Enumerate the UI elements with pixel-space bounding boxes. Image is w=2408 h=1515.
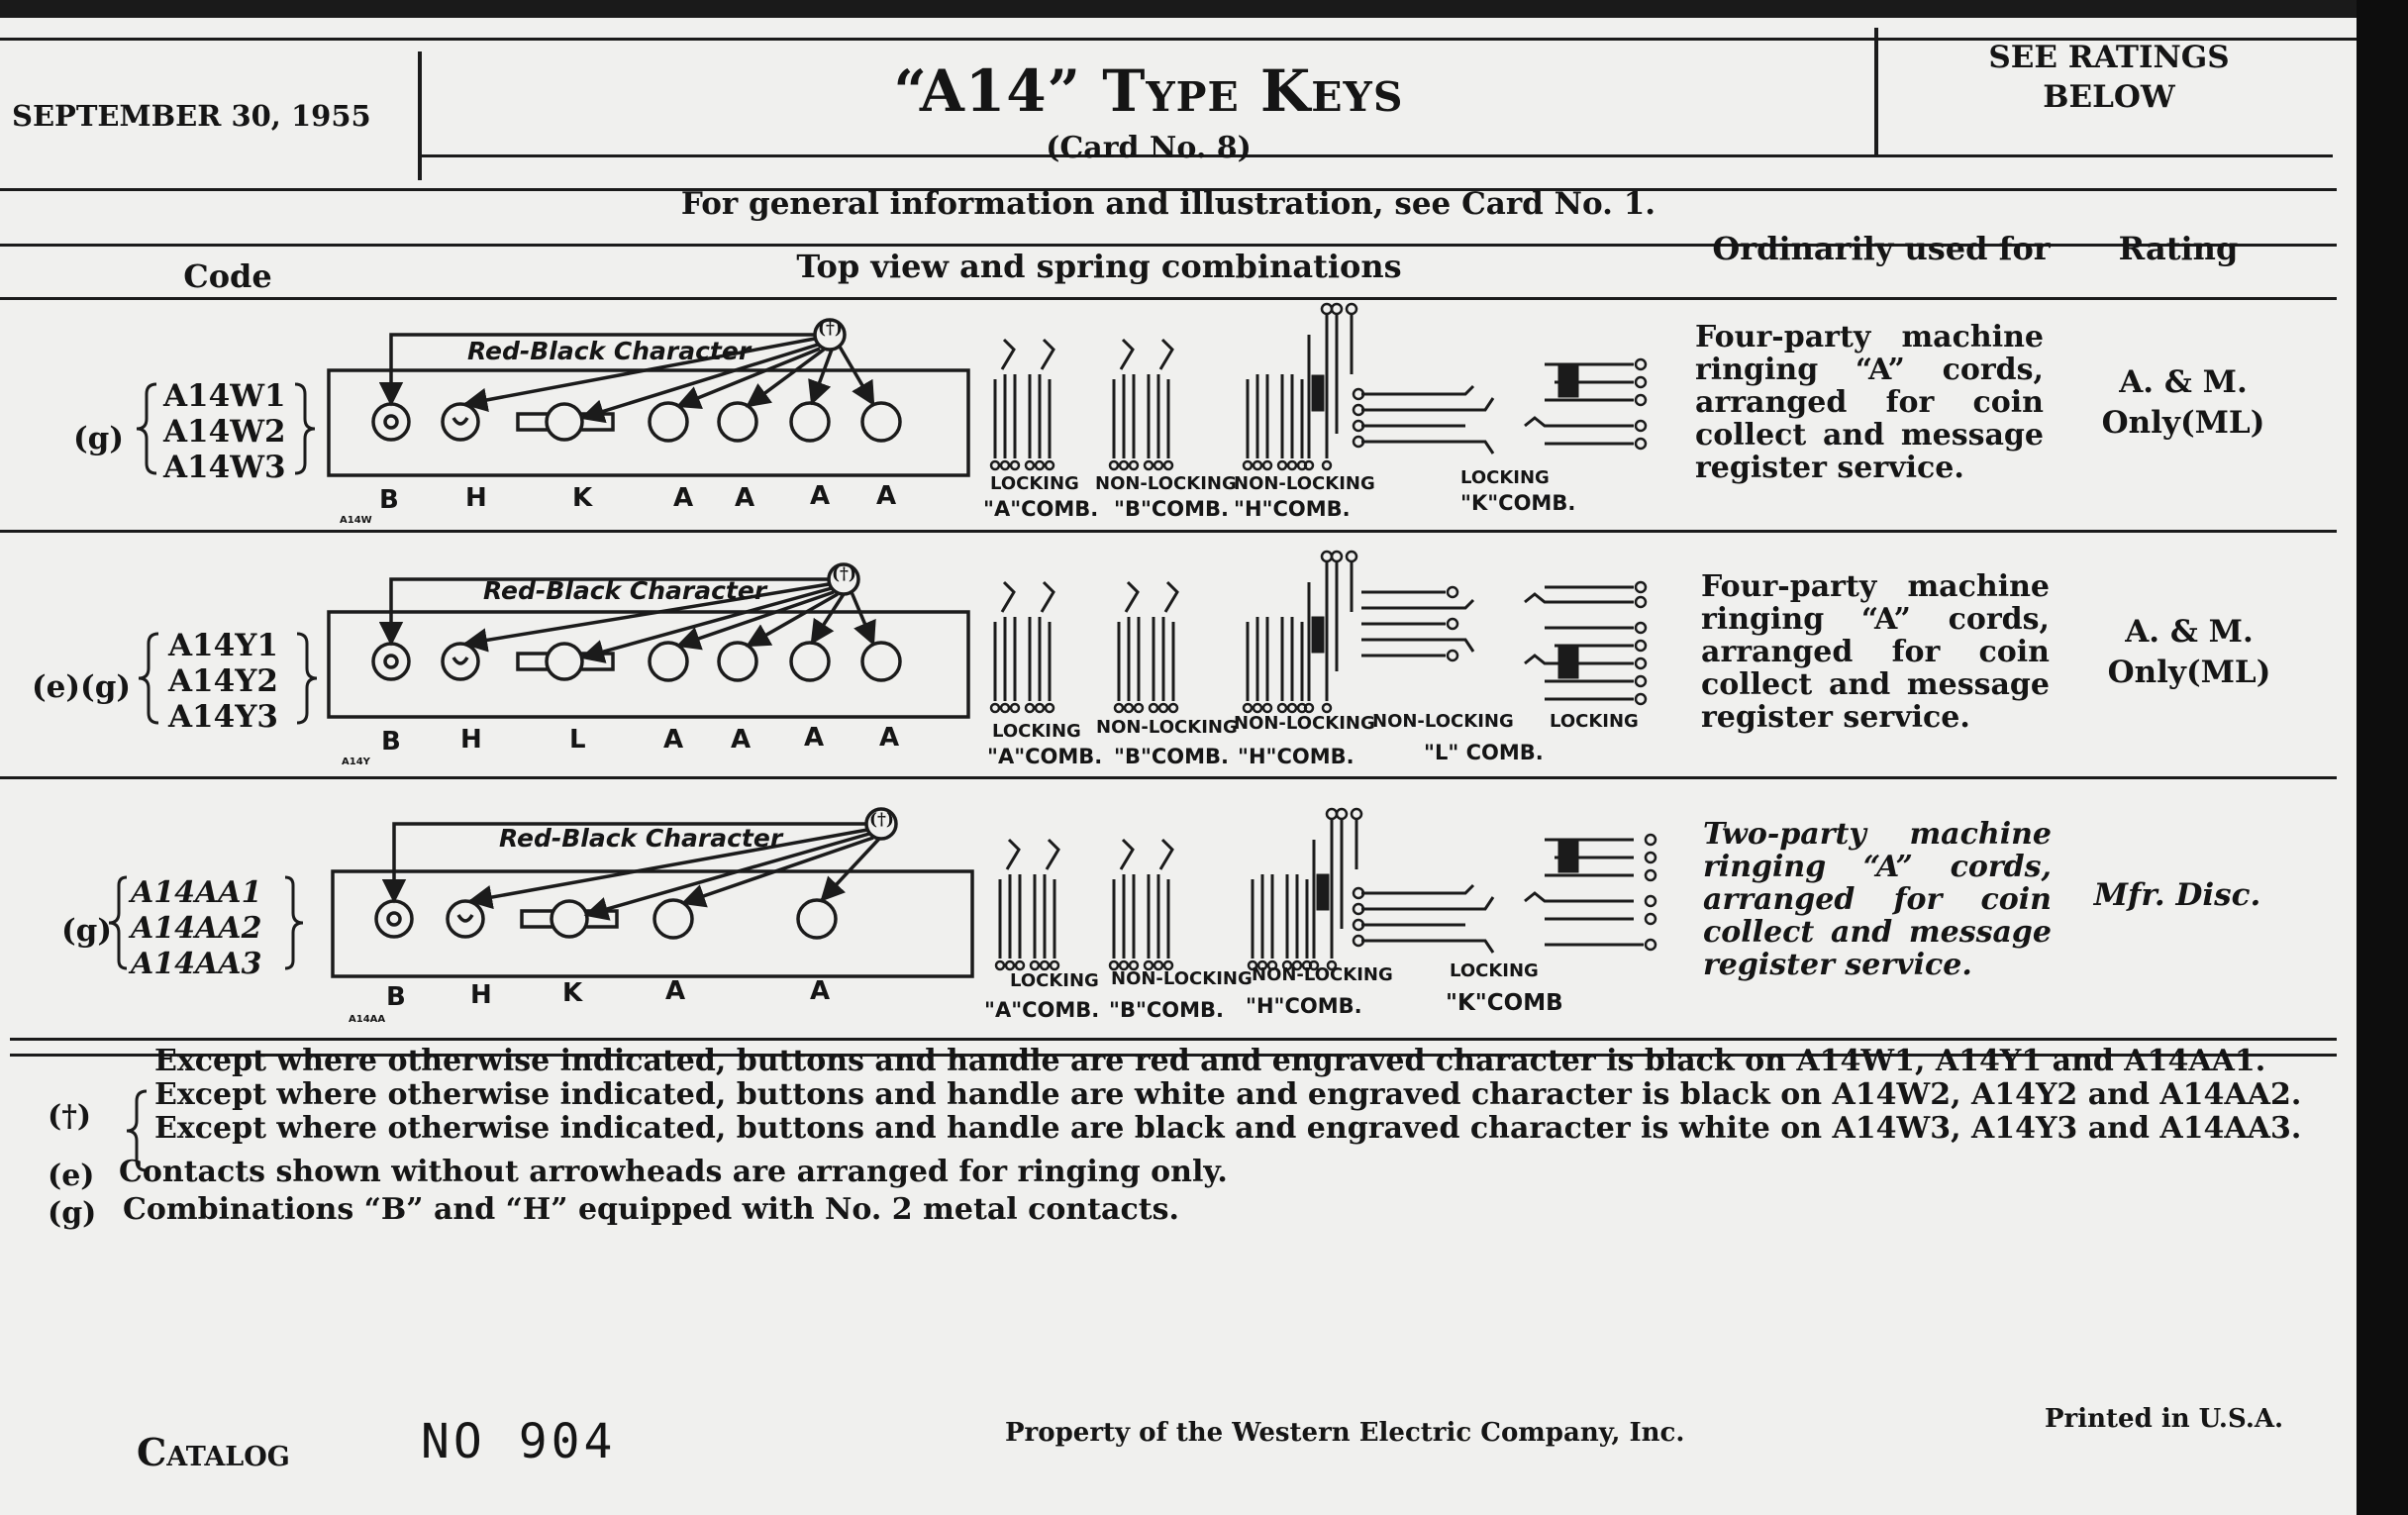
page-title: “A14” Type Keys — [893, 57, 1404, 125]
ratings-line-2: BELOW — [2043, 79, 2175, 115]
row1-codes — [163, 378, 286, 485]
row1-combo-2-name: "B"COMB. — [1114, 497, 1230, 521]
row1-used-for-line-3: arranged for coin — [1695, 385, 2044, 420]
row1-rating-line-1: A. & M. — [2119, 364, 2248, 400]
row3-codes — [131, 875, 261, 982]
row2-combo-1-name: "A"COMB. — [987, 745, 1103, 768]
row3-combo-3-name: "H"COMB. — [1246, 994, 1362, 1018]
row3-key-letter-2: H — [470, 980, 492, 1010]
row2-key-letter-3: L — [569, 725, 586, 755]
row3-rating-line-1: Mfr. Disc. — [2093, 877, 2261, 913]
row1-code-3: A14W3 — [163, 450, 286, 485]
card-number: (Card No. 8) — [1046, 131, 1252, 165]
row3-used-for-line-4: collect and message — [1703, 915, 2052, 950]
row3-key-letter-4: A — [665, 976, 686, 1006]
row1-combo-3-name: "H"COMB. — [1234, 497, 1351, 521]
row3-code-2: A14AA2 — [131, 911, 262, 946]
row1-key-letter-4: A — [673, 483, 694, 513]
footer-property: Property of the Western Electric Company, Inc. — [1005, 1418, 1685, 1448]
row1-small-code: A14W — [340, 515, 372, 526]
row1-code-2: A14W2 — [163, 414, 286, 450]
row1-combo-3-type: NON-LOCKING — [1234, 473, 1375, 494]
row3-key-letter-3: K — [562, 978, 583, 1008]
row3-used-for-line-3: arranged for coin — [1703, 882, 2052, 917]
row3-used-for-line-5: register service. — [1703, 948, 1972, 982]
date-label: SEPTEMBER 30, 1955 — [12, 99, 371, 133]
row1-combo-1-name: "A"COMB. — [983, 497, 1099, 521]
note-dagger-mark: (†) — [48, 1099, 92, 1134]
row3-combo-2-type: NON-LOCKING — [1111, 968, 1253, 989]
note-dagger-line-3: Except where otherwise indicated, buttons and handle are black and engraved character is white on A14W3, A14Y3 and A14AA3. — [154, 1111, 2302, 1146]
row1-code-1: A14W1 — [163, 378, 286, 414]
row2-rating — [2075, 612, 2303, 693]
row2-spring-combinations — [995, 562, 1634, 701]
row1-rating-line-2: Only(ML) — [2101, 405, 2265, 441]
row1-used-for-line-2: ringing “A” cords, — [1695, 353, 2044, 387]
row2-combo-3-name: "H"COMB. — [1238, 745, 1354, 768]
row1-dagger: (†) — [818, 319, 843, 339]
note-e-text: Contacts shown without arrowheads are arranged for ringing only. — [119, 1155, 1228, 1189]
row3-used-for-line-2: ringing “A” cords, — [1703, 850, 2052, 884]
row3-combo-4-type: LOCKING — [1450, 960, 1539, 981]
row2-combo-2-name: "B"COMB. — [1114, 745, 1230, 768]
row2-code-1: A14Y1 — [168, 628, 278, 663]
row3-code-1: A14AA1 — [131, 875, 262, 910]
row2-used-for-line-2: ringing “A” cords, — [1701, 602, 2050, 637]
row3-spring-combinations — [1000, 820, 1644, 959]
row2-used-for-line-5: register service. — [1701, 700, 1970, 735]
row2-used-for-line-1: Four-party machine — [1701, 569, 2050, 604]
row3-key-letter-1: B — [386, 982, 406, 1012]
row1-spring-combinations — [995, 315, 1634, 458]
row2-combo-5-type: LOCKING — [1550, 711, 1639, 732]
row1-rating — [2069, 362, 2297, 444]
row3-character-label: Red-Black Character — [499, 824, 783, 853]
row2-combo-4-name: "L" COMB. — [1424, 741, 1544, 764]
row2-code-3: A14Y3 — [168, 699, 278, 735]
row1-key-letter-5: A — [735, 483, 755, 513]
scan-edge — [2357, 0, 2408, 1515]
row2-key-letter-2: H — [460, 725, 482, 755]
row1-key-letter-2: H — [465, 483, 487, 513]
row2-combo-3-type: NON-LOCKING — [1234, 713, 1375, 734]
row1-key-letter-3: K — [572, 483, 593, 513]
row2-key-letter-7: A — [879, 723, 900, 753]
row3-code-3: A14AA3 — [131, 947, 262, 981]
row1-key-letter-6: A — [810, 481, 831, 511]
footer-catalog-number: NO 904 — [421, 1414, 617, 1469]
row1-combo-1-type: LOCKING — [990, 473, 1079, 494]
row2-key-letter-6: A — [804, 723, 825, 753]
general-info: For general information and illustration, see Card No. 1. — [680, 186, 1656, 222]
row3-prefix: (g) — [61, 913, 113, 949]
row1-combo-4-name: "K"COMB. — [1460, 491, 1576, 515]
note-g-text: Combinations “B” and “H” equipped with No. 2 metal contacts. — [123, 1192, 1179, 1227]
row1-combo-4-type: LOCKING — [1460, 467, 1550, 488]
row2-character-label: Red-Black Character — [483, 576, 767, 605]
row1-prefix: (g) — [73, 421, 125, 456]
row2-used-for-line-3: arranged for coin — [1701, 635, 2050, 669]
row1-key-letter-1: B — [379, 485, 399, 515]
row1-character-label: Red-Black Character — [467, 337, 752, 365]
row2-rating-line-1: A. & M. — [2125, 614, 2254, 650]
row2-prefix: (e)(g) — [32, 669, 132, 705]
row1-used-for-line-5: register service. — [1695, 451, 1964, 485]
row3-used-for-line-1: Two-party machine — [1703, 817, 2052, 852]
row3-combo-1-name: "A"COMB. — [984, 998, 1100, 1022]
row2-combo-4-type: NON-LOCKING — [1372, 711, 1514, 732]
row3-small-code: A14AA — [349, 1014, 386, 1025]
note-dagger-line-1: Except where otherwise indicated, buttons and handle are red and engraved character is black on A14W1, A14Y1 and A14AA1. — [154, 1044, 2266, 1078]
row3-combo-2-name: "B"COMB. — [1109, 998, 1225, 1022]
row2-combo-1-type: LOCKING — [992, 721, 1081, 742]
row3-combo-4-name: "K"COMB — [1446, 990, 1563, 1016]
note-g-mark: (g) — [48, 1196, 97, 1231]
column-used-for: Ordinarily used for — [1712, 230, 2051, 267]
row2-rating-line-2: Only(ML) — [2107, 655, 2271, 690]
row2-used-for-line-4: collect and message — [1701, 667, 2050, 702]
column-top-view: Top view and spring combinations — [796, 248, 1402, 285]
row2-key-letter-4: A — [663, 725, 684, 755]
row3-key-letter-5: A — [810, 976, 831, 1006]
ratings-line-1: SEE RATINGS — [1988, 40, 2230, 75]
row2-dagger: (†) — [832, 564, 856, 584]
row1-used-for-line-1: Four-party machine — [1695, 320, 2044, 354]
row3-rating — [2063, 875, 2291, 916]
row2-small-code: A14Y — [342, 757, 370, 767]
row3-combo-1-type: LOCKING — [1010, 970, 1099, 991]
row2-codes — [168, 628, 278, 735]
footer-catalog: Catalog — [137, 1430, 290, 1474]
row2-used-for — [1701, 570, 2050, 734]
row2-combo-2-type: NON-LOCKING — [1096, 717, 1238, 738]
column-code: Code — [183, 257, 272, 295]
row3-combo-3-type: NON-LOCKING — [1252, 964, 1393, 985]
note-dagger-line-2: Except where otherwise indicated, buttons and handle are white and engraved character is black on A14W2, A14Y2 and A14AA2. — [154, 1077, 2302, 1112]
row1-used-for-line-4: collect and message — [1695, 418, 2044, 453]
row2-code-2: A14Y2 — [168, 663, 278, 699]
row3-used-for — [1703, 818, 2052, 981]
footer-printed: Printed in U.S.A. — [2045, 1404, 2284, 1434]
row1-key-letter-7: A — [876, 481, 897, 511]
row1-used-for — [1695, 321, 2044, 484]
column-rating: Rating — [2118, 230, 2239, 267]
row2-key-letter-1: B — [381, 727, 401, 757]
row3-dagger: (†) — [869, 810, 894, 830]
row1-combo-2-type: NON-LOCKING — [1095, 473, 1237, 494]
row2-key-letter-5: A — [731, 725, 752, 755]
note-e-mark: (e) — [48, 1159, 95, 1193]
